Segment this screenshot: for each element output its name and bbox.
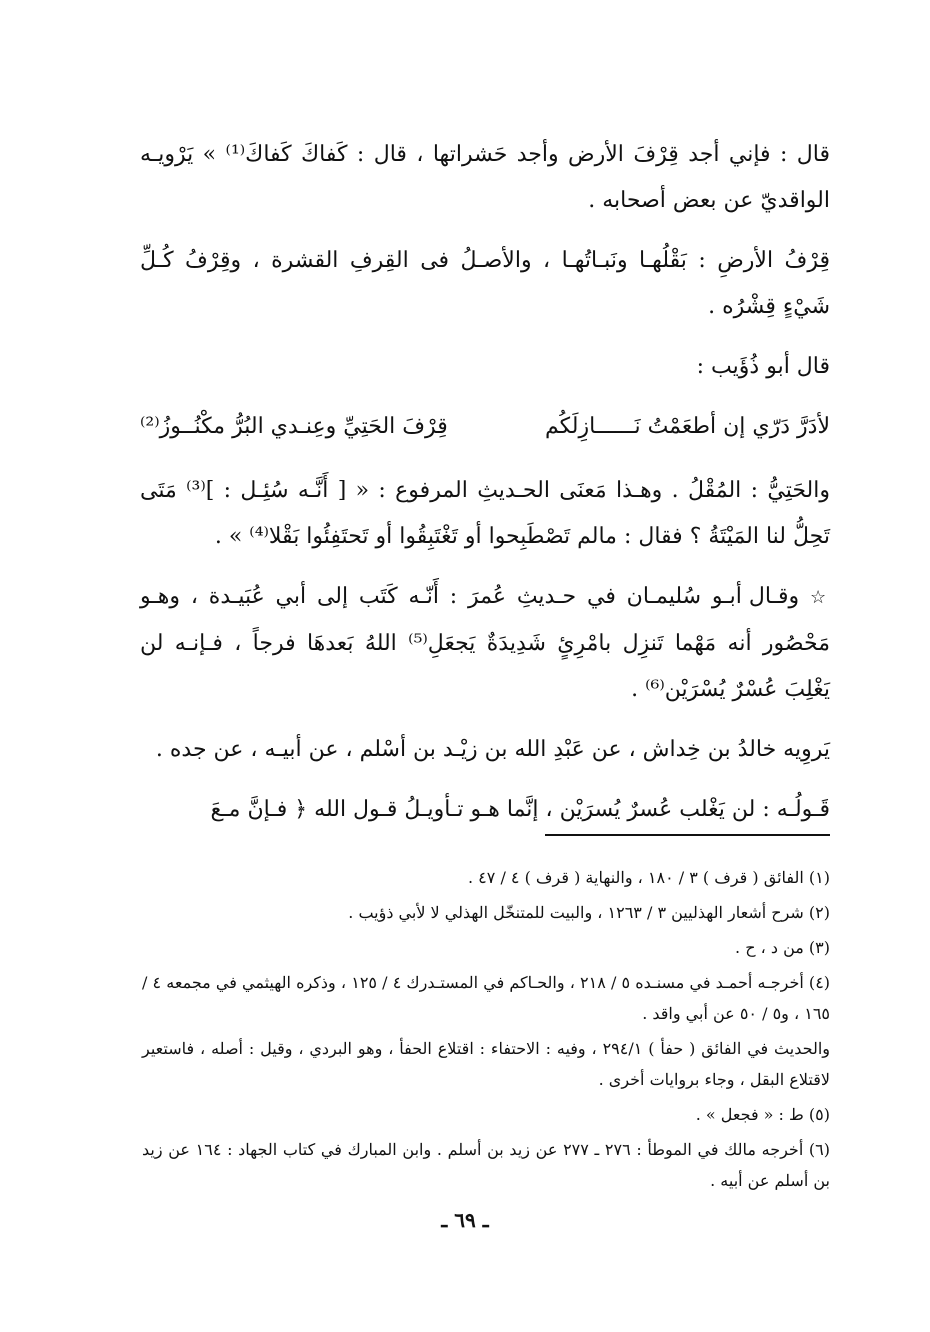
poetry-verse	[140, 404, 830, 450]
paragraph-3: قال أبو ذُؤَيب :	[696, 354, 830, 379]
footnote-2: (٢) شرح أشعار الهذليين ٣ / ١٢٦٣ ، والبيت للمتنخّل الهذلي لا لأبي ذؤيب .	[348, 903, 830, 922]
footnotes	[142, 862, 830, 1200]
paragraph-5	[140, 574, 830, 713]
paragraph-5-text: وقـال أبـو سُليمـان في حـديثِ عُمرَ : أَنّـه كَتَب إلى أبي عُبَيـدة ، وهـو مَحْصُور أنه مَهْما تَنزِل بامْرِئٍ شَدِيدَةٌ يَجعَلِ⁽⁵⁾ اللهُ بَعدهَا فرجاً ، فـإنـه لن يَغْلِبَ عُسْرٌ يُسْرَيْن⁽⁶⁾ .	[140, 584, 830, 702]
paragraph-6: يَروِيه خالدُ بن خِداش ، عن عَبْدِ الله بن زيْـد بن أسْلم ، عن أبيـه ، عن جده .	[155, 737, 830, 762]
footnote-divider	[545, 834, 830, 836]
footnote-4: (٤) أخرجـه أحمـد في مسنـده ٥ / ٢١٨ ، والحـاكم في المستـدرك ٤ / ١٢٥ ، وذكره الهيثمي في مجمعه ٤ / ١٦٥ ، و٥ / ٥٠ عن أبي واقد .	[142, 973, 831, 1023]
footnote-1: (١) الفائق ( قرف ) ٣ / ١٨٠ ، والنهاية ( قرف ) ٤ / ٤٧ .	[468, 868, 830, 887]
footnote-3: (٣) من د ، ح .	[735, 938, 830, 957]
paragraph-7: قَـولُـه : لن يَغْلب عُسرٌ يُسرَيْن ، إنَّما هـو تـأويـلُ قـول الله ﴿ فـإنَّ مـعَ	[210, 797, 830, 822]
page-number: ـ ٦٩ ـ	[441, 1208, 489, 1232]
footnote-4-continued: والحديث في الفائق ( حفأ ) ٢٩٤/١ ، وفيه : الاحتفاء : اقتلاع الحفأ ، وهو البردي ، وقيل : أصله ، فاستعير لاقتلاع البقل ، وجاء بروايات أخرى .	[142, 1039, 830, 1089]
verse-second-hemistich: قِرْفَ الحَتِيِّ وعِنـدي البُرُّ مكْنُــوزُ⁽²⁾	[140, 414, 448, 439]
paragraph-2: قِرْفُ الأرضِ : بَقْلُهـا ونَبـاتُهـا ، والأصـلُ فى القِرفِ القشرة ، وقِرْفُ كُـلِّ شَيْءٍ قِشْرُه .	[140, 248, 830, 319]
verse-first-hemistich: لأدَرَّ دَرّي إن أطعَمْتُ نَــــــازِلَكُم	[544, 414, 830, 439]
footnote-6: (٦) أخرجه مالك في الموطأ : ٢٧٦ ـ ٢٧٧ عن زيد بن أسلم . وابن المبارك في كتاب الجهاد : ١٦٤ عن زيد بن أسلم عن أبيه .	[142, 1140, 831, 1190]
star-icon: ☆	[810, 587, 831, 608]
paragraph-4: والحَتِيُّ : المُقْلُ . وهـذا مَعنَى الحـديثِ المرفوع : « [ أَنَّـه سُئِـل : ]⁽³⁾ مَتَى تَحِلُّ لنا المَيْتَةُ ؟ فقال : مالم تَصْطَبِحوا أو تَغْتَبِقُوا أو تَحتَفِئُوا بَقْلا⁽⁴⁾ » .	[140, 478, 830, 549]
main-text	[140, 132, 830, 847]
footnote-5: (٥) ط : « فجعل » .	[695, 1105, 830, 1124]
paragraph-1: قال : فإني أجد قِرْفَ الأرض وأجد حَشراتها ، قال : كَفاكَ كَفاكَ⁽¹⁾ » يَرْويـه الواقديّ عن بعض أصحابه .	[140, 142, 830, 213]
